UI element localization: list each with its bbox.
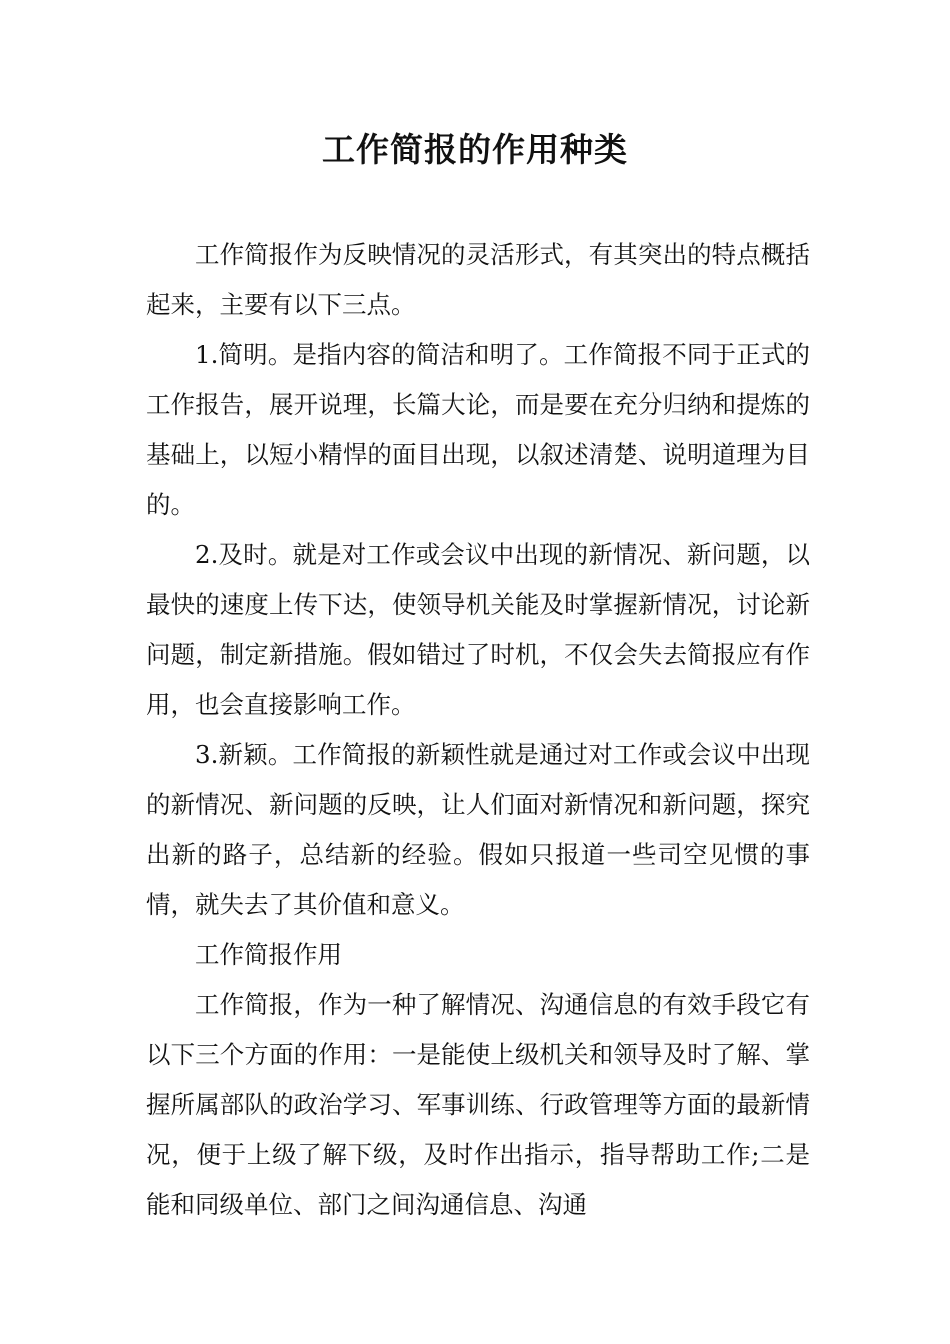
paragraph-intro: 工作简报作为反映情况的灵活形式，有其突出的特点概括起来，主要有以下三点。 xyxy=(146,240,810,319)
section-heading: 工作简报作用 xyxy=(195,940,342,969)
document-body xyxy=(146,230,810,1230)
paragraph-point-3: 3.新颖。工作简报的新颖性就是通过对工作或会议中出现的新情况、新问题的反映，让人们面对新情况和新问题，探究出新的路子，总结新的经验。假如只报道一些司空见惯的事情，就失去了其价值和意义。 xyxy=(146,740,810,919)
paragraph-point-1: 1.简明。是指内容的简洁和明了。工作简报不同于正式的工作报告，展开说理，长篇大论，而是要在充分归纳和提炼的基础上，以短小精悍的面目出现，以叙述清楚、说明道理为目的。 xyxy=(146,340,810,519)
paragraph-function: 工作简报，作为一种了解情况、沟通信息的有效手段它有以下三个方面的作用：一是能使上级机关和领导及时了解、掌握所属部队的政治学习、军事训练、行政管理等方面的最新情况，便于上级了解下级，及时作出指示，指导帮助工作;二是能和同级单位、部门之间沟通信息、沟通 xyxy=(146,990,810,1219)
paragraph-point-2: 2.及时。就是对工作或会议中出现的新情况、新问题，以最快的速度上传下达，使领导机关能及时掌握新情况，讨论新问题，制定新措施。假如错过了时机，不仅会失去简报应有作用，也会直接影响工作。 xyxy=(146,540,810,719)
document-title: 工作简报的作用种类 xyxy=(322,130,628,169)
